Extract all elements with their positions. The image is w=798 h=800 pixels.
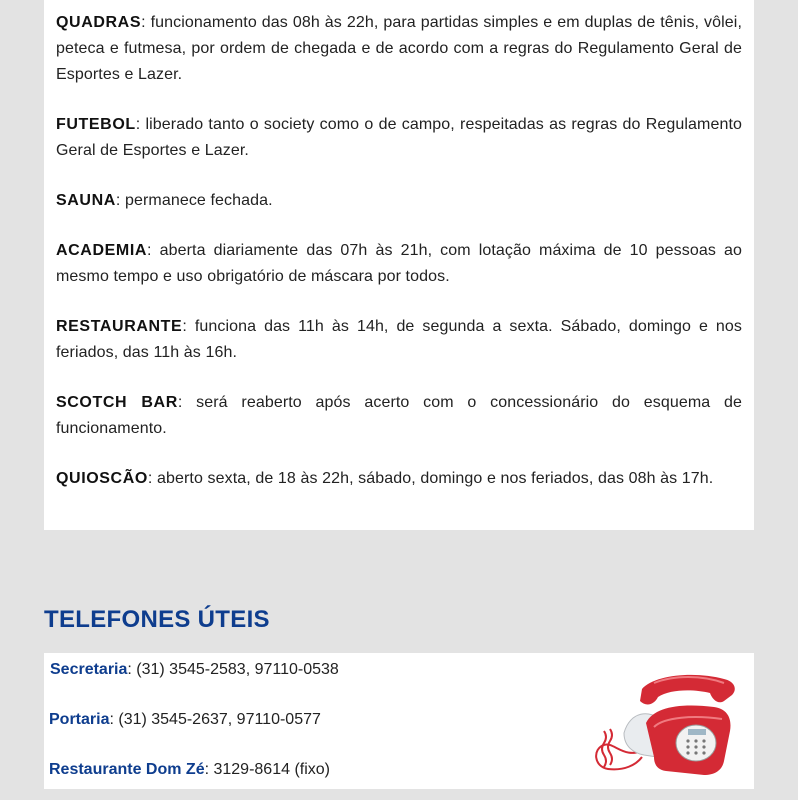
phone-label: Secretaria	[50, 661, 128, 678]
rules-card	[44, 0, 754, 530]
rule-text: : permanece fechada.	[115, 192, 273, 209]
red-telephone-icon	[584, 671, 744, 779]
phone-value: : (31) 3545-2637, 97110-0577	[109, 711, 321, 728]
rule-text: : aberta diariamente das 07h às 21h, com lotação máxima de 10 pessoas ao mesmo tempo e uso obrigatório de máscara por todos.	[56, 242, 742, 285]
rule-text: : liberado tanto o society como o de campo, respeitadas as regras do Regulamento Geral de Esportes e Lazer.	[56, 116, 742, 159]
rule-futebol	[56, 112, 742, 164]
rule-key: SCOTCH BAR	[56, 394, 178, 411]
rule-text: : funcionamento das 08h às 22h, para partidas simples e em duplas de tênis, vôlei, peteca e futmesa, por ordem de chegada e de acordo com a regras do Regulamento Geral de Esportes e Lazer.	[56, 14, 742, 83]
phones-card	[44, 653, 754, 789]
rule-key: QUADRAS	[56, 14, 142, 31]
phone-entry-secretaria	[50, 661, 339, 679]
rule-scotch-bar	[56, 390, 742, 442]
phone-value: : (31) 3545-2583, 97110-0538	[127, 661, 339, 678]
phone-entry-restaurante	[49, 761, 330, 779]
rule-restaurante	[56, 314, 742, 366]
rule-key: FUTEBOL	[56, 116, 136, 133]
rule-text: : será reaberto após acerto com o concessionário do esquema de funcionamento.	[56, 394, 742, 437]
rule-text: : aberto sexta, de 18 às 22h, sábado, domingo e nos feriados, das 08h às 17h.	[147, 470, 714, 487]
rule-key: QUIOSCÃO	[56, 470, 148, 487]
rule-quadras	[56, 10, 742, 88]
section-title: TELEFONES ÚTEIS	[44, 606, 270, 633]
phone-entry-portaria	[49, 711, 321, 729]
rule-key: RESTAURANTE	[56, 318, 183, 335]
rule-text: : funciona das 11h às 14h, de segunda a sexta. Sábado, domingo e nos feriados, das 11h às 16h.	[56, 318, 742, 361]
phone-label: Portaria	[49, 711, 110, 728]
phone-label: Restaurante Dom Zé	[49, 761, 205, 778]
rule-academia	[56, 238, 742, 290]
rule-quioscao	[56, 466, 742, 492]
rule-sauna	[56, 188, 742, 214]
phone-value: : 3129-8614 (fixo)	[204, 761, 330, 778]
rule-key: ACADEMIA	[56, 242, 148, 259]
rule-key: SAUNA	[56, 192, 116, 209]
